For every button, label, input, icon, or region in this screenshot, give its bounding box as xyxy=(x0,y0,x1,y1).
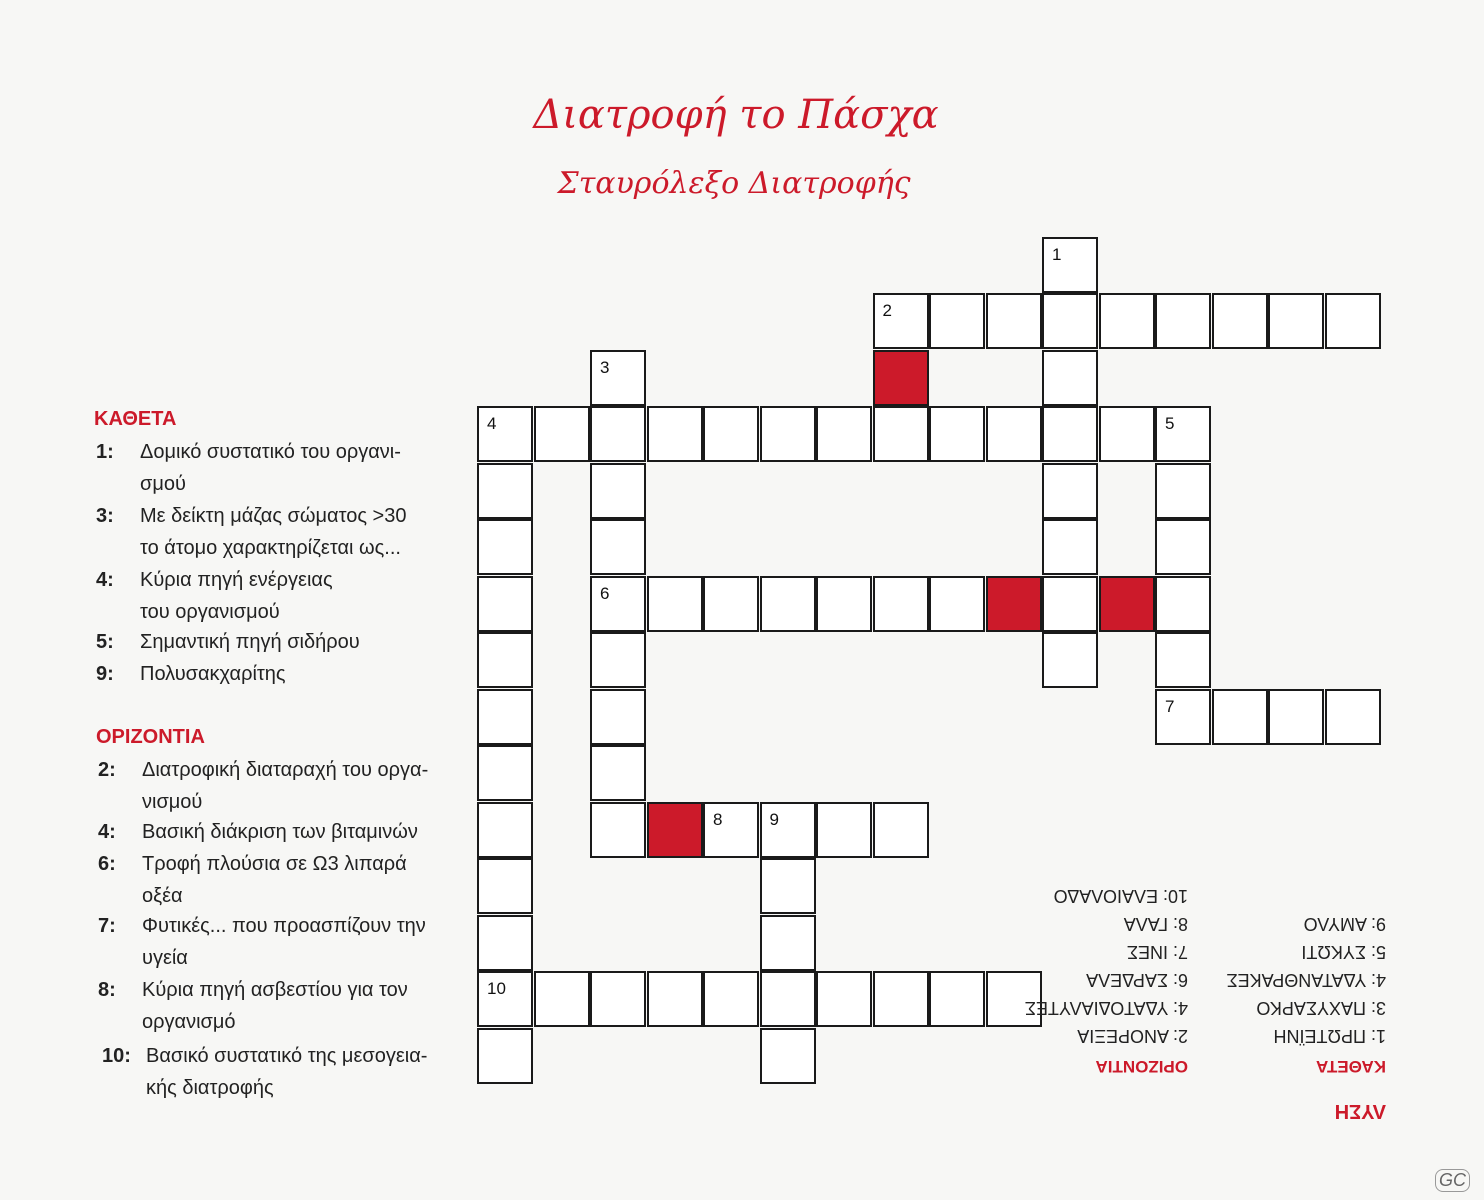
clue-number: 4: xyxy=(96,569,114,591)
solution-item: 8: ΓΑΛΑ xyxy=(1123,914,1188,934)
crossword-cell[interactable] xyxy=(647,406,703,462)
crossword-cell[interactable] xyxy=(873,802,929,858)
crossword-cell[interactable] xyxy=(1155,519,1211,575)
clue-number: 1: xyxy=(96,441,114,463)
crossword-cell[interactable] xyxy=(1268,293,1324,349)
crossword-cell[interactable] xyxy=(1155,406,1211,462)
clue-text: Πολυσακχαρίτης xyxy=(140,663,286,685)
crossword-cell[interactable] xyxy=(929,406,985,462)
crossword-cell[interactable] xyxy=(477,689,533,745)
crossword-cell[interactable] xyxy=(1155,463,1211,519)
crossword-cell[interactable] xyxy=(873,406,929,462)
cell-number: 3 xyxy=(600,357,610,377)
crossword-cell[interactable] xyxy=(760,406,816,462)
crossword-cell[interactable] xyxy=(1042,406,1098,462)
crossword-cell[interactable] xyxy=(590,519,646,575)
crossword-cell[interactable] xyxy=(477,576,533,632)
solution-item: 5: ΣΥΚΩΤΙ xyxy=(1301,942,1386,962)
crossword-cell[interactable] xyxy=(1268,689,1324,745)
cell-number: 4 xyxy=(487,414,497,433)
down-heading: ΚΑΘΕΤΑ xyxy=(94,408,177,430)
solution-item: 4: ΥΔΑΤΑΝΘΡΑΚΕΣ xyxy=(1226,970,1386,990)
crossword-cell[interactable] xyxy=(760,915,816,971)
crossword-cell[interactable] xyxy=(703,406,759,462)
solution-item: 7: ΙΝΕΣ xyxy=(1126,942,1188,962)
clue-number: 6: xyxy=(98,853,116,875)
crossword-cell[interactable] xyxy=(477,1028,533,1084)
crossword-blocked-cell xyxy=(873,350,929,406)
crossword-cell[interactable] xyxy=(816,406,872,462)
solution-item: 3: ΠΑΧΥΣΑΡΚΟ xyxy=(1256,998,1386,1018)
sub-title: Σταυρόλεξο Διατροφής xyxy=(557,166,911,201)
crossword-cell[interactable] xyxy=(986,406,1042,462)
solution-item: 2: ΑΝΟΡΕΞΙΑ xyxy=(1077,1026,1188,1046)
crossword-cell[interactable] xyxy=(703,802,759,858)
crossword-cell[interactable] xyxy=(1212,293,1268,349)
crossword-cell[interactable] xyxy=(647,971,703,1027)
clue-text: Διατροφική διαταραχή του οργα- νισμού xyxy=(142,759,429,813)
solution-item: 6: ΣΑΡΔΕΛΑ xyxy=(1086,970,1188,990)
crossword-cell[interactable] xyxy=(477,858,533,914)
crossword-cell[interactable] xyxy=(590,576,646,632)
cell-number: 5 xyxy=(1165,414,1175,433)
crossword-cell[interactable] xyxy=(873,293,929,349)
crossword-cell[interactable] xyxy=(1042,519,1098,575)
solution-title: ΛΥΣΗ xyxy=(1334,1100,1386,1122)
clue-number: 10: xyxy=(102,1045,131,1067)
crossword-cell[interactable] xyxy=(929,293,985,349)
solution-item: 9: ΑΜΥΛΟ xyxy=(1303,914,1386,934)
crossword-cell[interactable] xyxy=(760,576,816,632)
clue-number: 8: xyxy=(98,979,116,1001)
crossword-cell[interactable] xyxy=(590,632,646,688)
crossword-cell[interactable] xyxy=(1155,576,1211,632)
crossword-cell[interactable] xyxy=(760,858,816,914)
crossword-cell[interactable] xyxy=(1099,293,1155,349)
crossword-cell[interactable] xyxy=(816,971,872,1027)
clue-number: 7: xyxy=(98,915,116,937)
crossword-cell[interactable] xyxy=(760,1028,816,1084)
cell-number: 8 xyxy=(713,809,723,829)
clue-text: Κύρια πηγή ασβεστίου για τον οργανισμό xyxy=(142,979,408,1033)
crossword-cell[interactable] xyxy=(590,745,646,801)
crossword-cell[interactable] xyxy=(760,802,816,858)
crossword-cell[interactable] xyxy=(477,915,533,971)
crossword-cell[interactable] xyxy=(1042,463,1098,519)
crossword-cell[interactable] xyxy=(477,802,533,858)
clue-text: Δομικό συστατικό του οργανι- σμού xyxy=(140,441,401,495)
crossword-cell[interactable] xyxy=(1212,689,1268,745)
clue-text: Κύρια πηγή ενέργειας του οργανισμού xyxy=(140,569,333,623)
clue-number: 3: xyxy=(96,505,114,527)
crossword-cell[interactable] xyxy=(1155,293,1211,349)
crossword-cell[interactable] xyxy=(929,576,985,632)
solution-down-heading: ΚΑΘΕΤΑ xyxy=(1315,1057,1386,1076)
clue-text: Με δείκτη μάζας σώματος >30 το άτομο χαρακτηρίζεται ως... xyxy=(140,505,407,559)
solution-item: 1: ΠΡΩΤΕΪΝΗ xyxy=(1273,1026,1386,1046)
cell-number: 10 xyxy=(487,979,506,998)
clue-text: Βασική διάκριση των βιταμινών xyxy=(142,821,418,843)
clue-text: Τροφή πλούσια σε Ω3 λιπαρά οξέα xyxy=(142,853,407,907)
crossword-cell[interactable] xyxy=(1099,406,1155,462)
crossword-cell[interactable] xyxy=(477,971,533,1027)
crossword-cell[interactable] xyxy=(703,971,759,1027)
crossword-cell[interactable] xyxy=(816,802,872,858)
crossword-cell[interactable] xyxy=(534,406,590,462)
across-heading: ΟΡΙΖΟΝΤΙΑ xyxy=(96,726,205,748)
crossword-cell[interactable] xyxy=(1042,293,1098,349)
crossword-cell[interactable] xyxy=(477,406,533,462)
crossword-cell[interactable] xyxy=(986,293,1042,349)
clue-text: Σημαντική πηγή σιδήρου xyxy=(140,631,360,653)
crossword-cell[interactable] xyxy=(1155,689,1211,745)
crossword-cell[interactable] xyxy=(873,576,929,632)
crossword-cell[interactable] xyxy=(590,463,646,519)
crossword-cell[interactable] xyxy=(929,971,985,1027)
crossword-blocked-cell xyxy=(647,802,703,858)
solution-across-heading: ΟΡΙΖΟΝΤΙΑ xyxy=(1095,1057,1188,1076)
clue-number: 9: xyxy=(96,663,114,685)
crossword-cell[interactable] xyxy=(477,519,533,575)
solution-box xyxy=(1010,862,1390,1122)
clue-number: 5: xyxy=(96,631,114,653)
crossword-blocked-cell xyxy=(986,576,1042,632)
cell-number: 2 xyxy=(882,301,892,320)
crossword-blocked-cell xyxy=(1099,576,1155,632)
crossword-cell[interactable] xyxy=(534,971,590,1027)
crossword-cell[interactable] xyxy=(1042,350,1098,406)
crossword-cell[interactable] xyxy=(647,576,703,632)
crossword-cell[interactable] xyxy=(1325,689,1381,745)
crossword-cell[interactable] xyxy=(703,576,759,632)
crossword-cell[interactable] xyxy=(1042,237,1098,293)
solution-item: 10: ΕΛΑΙΟΛΑΔΟ xyxy=(1053,886,1188,906)
clue-text: Βασικό συστατικό της μεσογεια- κής διατροφής xyxy=(146,1045,428,1099)
cell-number: 6 xyxy=(600,583,610,603)
crossword-cell[interactable] xyxy=(1325,293,1381,349)
solution-item: 4: ΥΔΑΤΟΔΙΑΛΥΤΕΣ xyxy=(1024,998,1188,1018)
crossword-cell[interactable] xyxy=(816,576,872,632)
crossword-cell[interactable] xyxy=(590,971,646,1027)
cell-number: 9 xyxy=(769,809,779,829)
cell-number: 1 xyxy=(1052,244,1062,264)
crossword-cell[interactable] xyxy=(590,802,646,858)
main-title: Διατροφή το Πάσχα xyxy=(533,92,939,138)
clue-number: 2: xyxy=(98,759,116,781)
crossword-cell[interactable] xyxy=(477,463,533,519)
cell-number: 7 xyxy=(1165,696,1175,716)
clue-number: 4: xyxy=(98,821,116,843)
watermark-logo: GC xyxy=(1435,1169,1470,1192)
crossword-cell[interactable] xyxy=(477,745,533,801)
crossword-cell[interactable] xyxy=(477,632,533,688)
crossword-cell[interactable] xyxy=(760,971,816,1027)
clue-text: Φυτικές... που προασπίζουν την υγεία xyxy=(142,915,426,969)
crossword-cell[interactable] xyxy=(590,406,646,462)
crossword-cell[interactable] xyxy=(1042,632,1098,688)
crossword-cell[interactable] xyxy=(590,350,646,406)
crossword-cell[interactable] xyxy=(1155,632,1211,688)
crossword-cell[interactable] xyxy=(873,971,929,1027)
crossword-cell[interactable] xyxy=(1042,576,1098,632)
crossword-cell[interactable] xyxy=(590,689,646,745)
